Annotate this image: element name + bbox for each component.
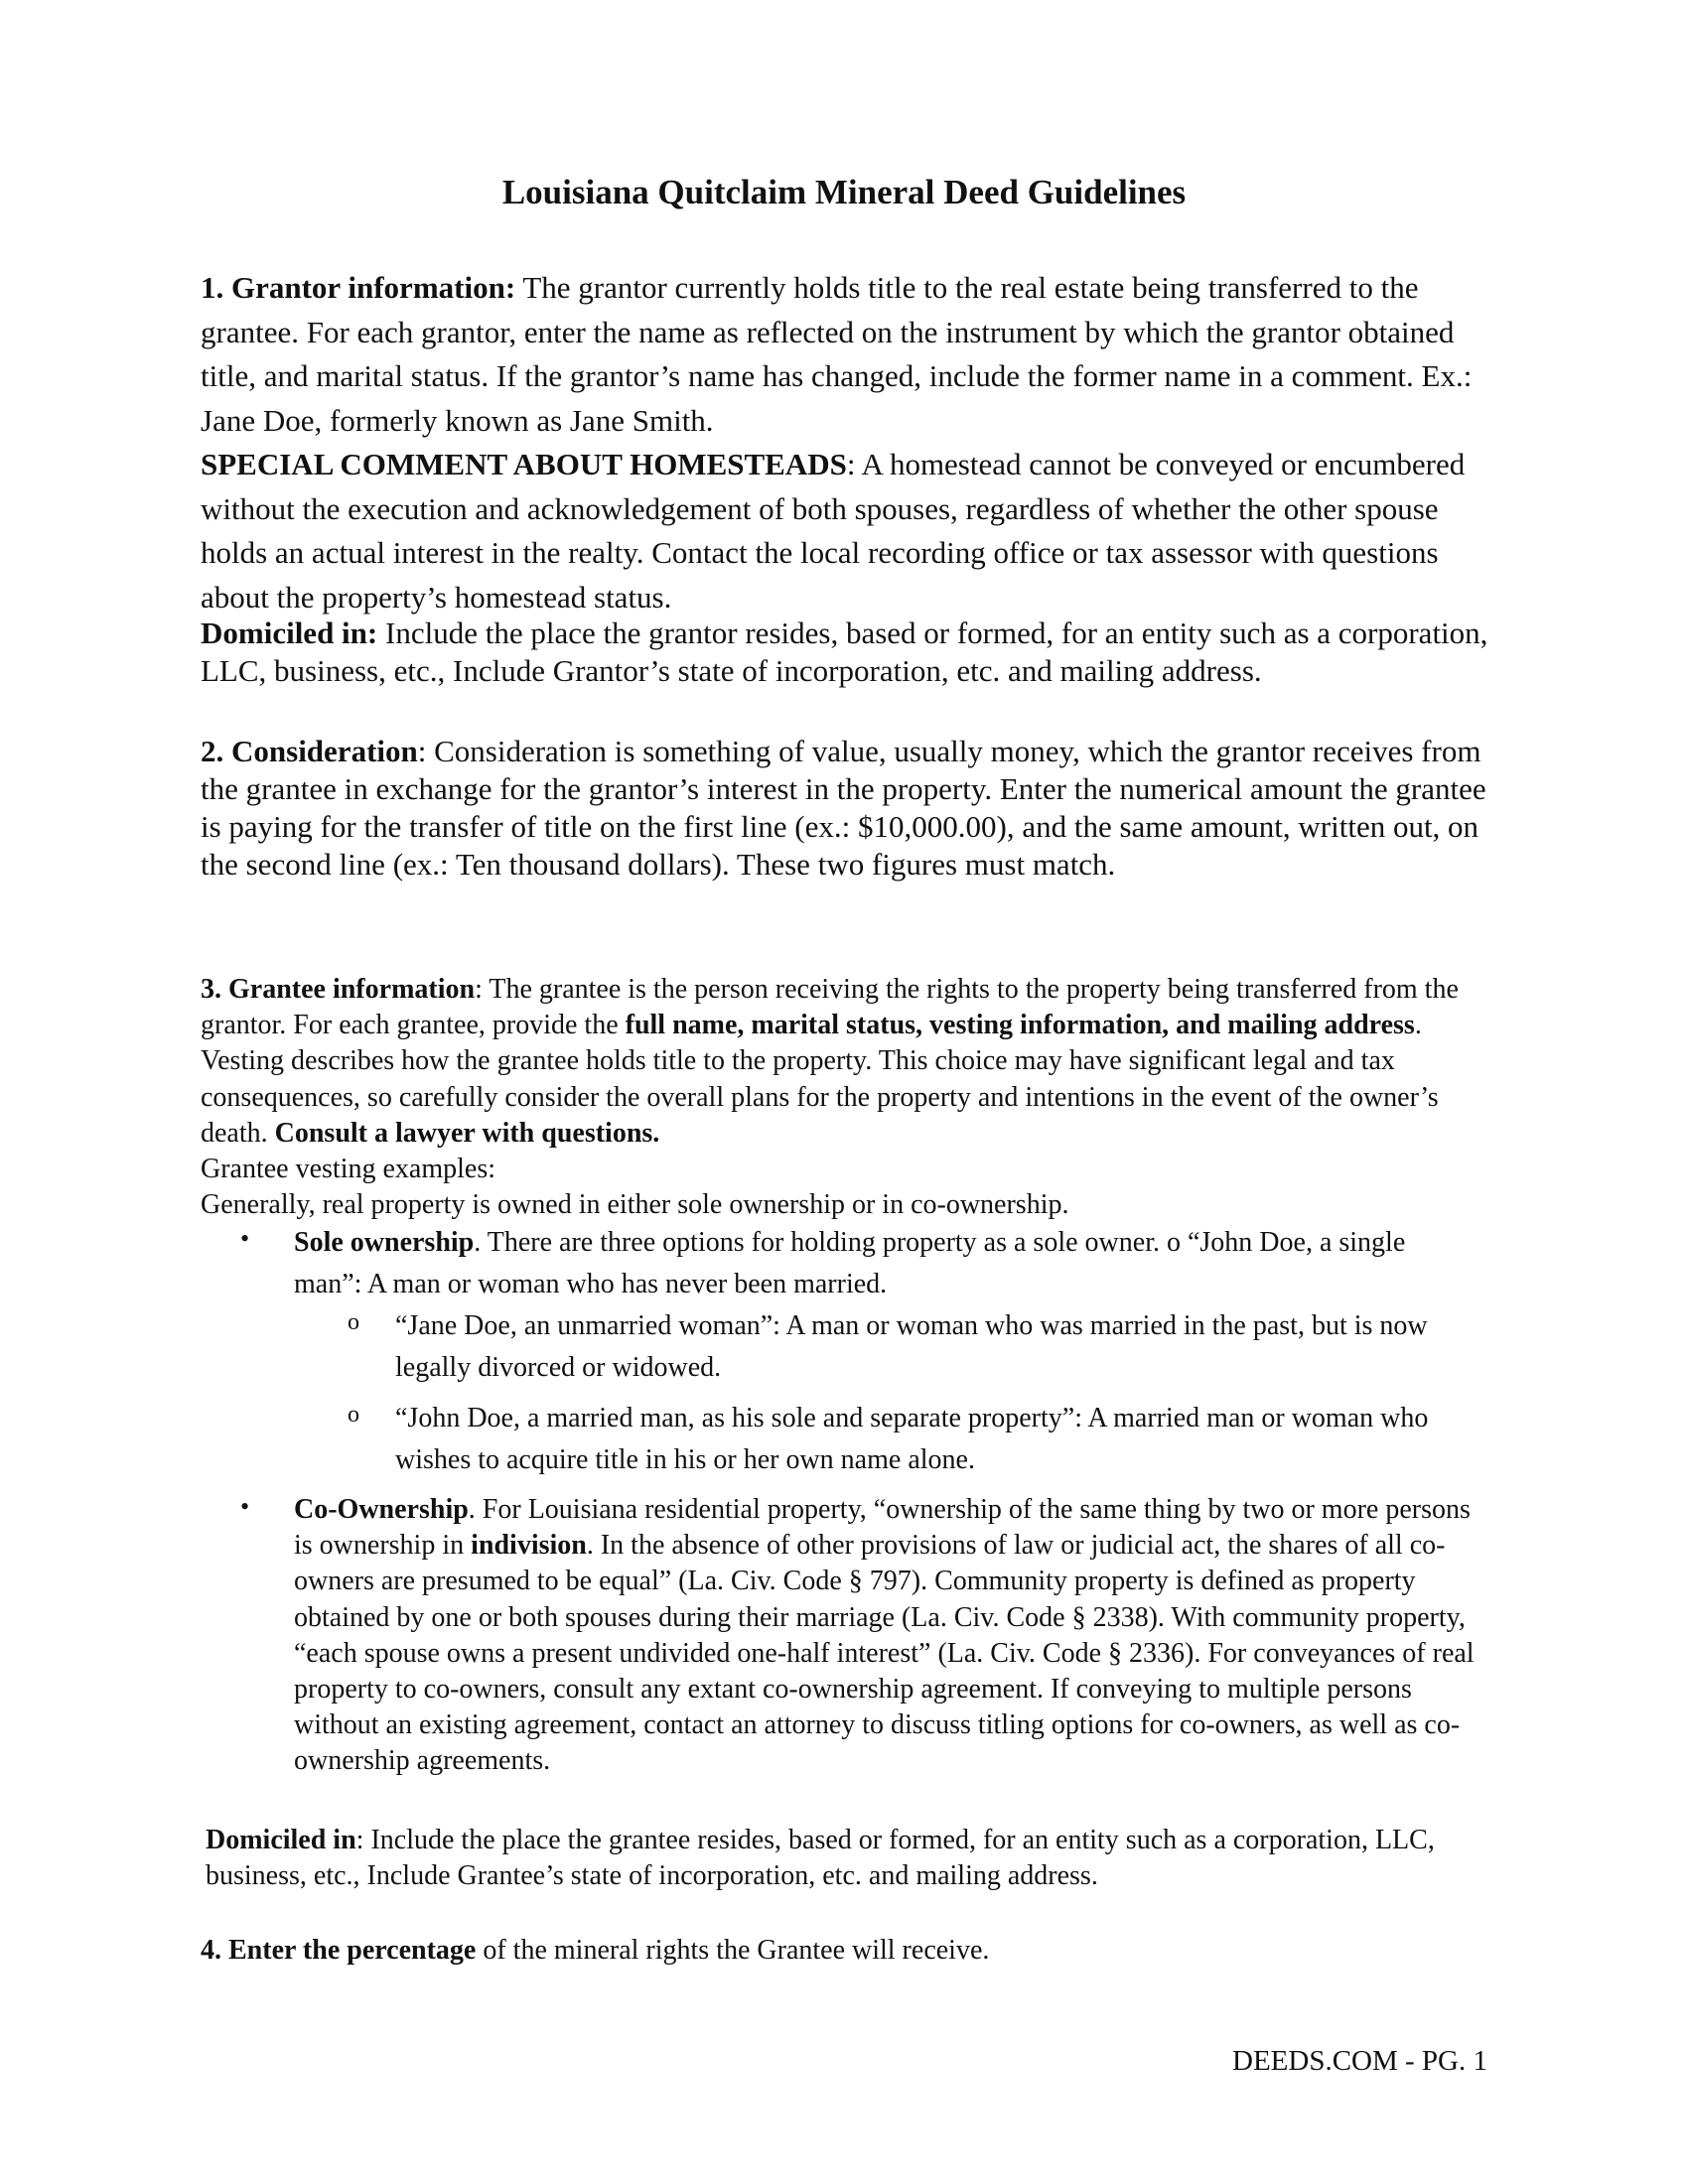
consideration-paragraph (201, 733, 1491, 884)
grantee-required-fields: full name, marital status, vesting information, and mailing address (625, 1010, 1415, 1041)
grantor-information-heading: 1. Grantor information: (201, 270, 516, 305)
indivision-term: indivision (471, 1530, 587, 1562)
grantee-information-text-b: . Vesting describes how the grantee holds title to the property. This choice may have significant legal and tax consequences, so carefully consider the overall plans for the property and intentions in the event of the owner’s death. (201, 1010, 1439, 1149)
grantee-domiciled-heading: Domiciled in (206, 1825, 356, 1855)
homestead-comment-heading: SPECIAL COMMENT ABOUT HOMESTEADS (201, 447, 847, 481)
sole-ownership-heading: Sole ownership (294, 1227, 475, 1258)
grantee-information-text-a: : The grantee is the person receiving the rights to the property being transferred from the grantor. For each grantee, provide the (201, 974, 1459, 1041)
page-title: Louisiana Quitclaim Mineral Deed Guidelines (501, 173, 1187, 211)
homestead-comment-text: : A homestead cannot be conveyed or encumbered without the execution and acknowledgement of both spouses, regardless of whether the other spouse holds an actual interest in the realty. Contact the local recording office or tax assessor with questions about the property’s homestead status. (201, 447, 1466, 614)
married-man-example: “John Doe, a married man, as his sole and separate property”: A married man or woman who wishes to acquire title in his or her own name alone. (395, 1403, 1429, 1475)
ownership-intro: Generally, real property is owned in either sole ownership or in co-ownership. (201, 1189, 1069, 1221)
mineral-percentage-heading: 4. Enter the percentage (201, 1935, 477, 1966)
co-ownership-text-b: . In the absence of other provisions of law or judicial act, the shares of all co-owners are presumed to be equal” (La. Civ. Code § 797). Community property is defined as property obtained by one or both spouses during their marriage (La. Civ. Code § 2338). With community property, “each spouse owns a present undivided one-half interest” (La. Civ. Code § 2336). For conveyances of real property to co-owners, consult any extant co-ownership agreement. If conveying to multiple persons without an existing agreement, contact an attorney to discuss titling options for co-owners, as well as co-ownership agreements. (294, 1530, 1475, 1777)
vesting-examples-label: Grantee vesting examples: (201, 1154, 496, 1185)
mineral-percentage-text: of the mineral rights the Grantee will receive. (476, 1935, 990, 1966)
unmarried-woman-example: “Jane Doe, an unmarried woman”: A man or woman who was married in the past, but is now legally divorced or widowed. (395, 1310, 1428, 1383)
grantor-information-text: The grantor currently holds title to the real estate being transferred to the grantee. For each grantor, enter the name as reflected on the instrument by which the grantor obtained title, and marital status. If the grantor’s name has changed, include the former name in a comment. Ex.: Jane Doe, formerly known as Jane Smith. (201, 270, 1473, 438)
grantee-information-heading: 3. Grantee information (201, 974, 476, 1005)
mineral-percentage-paragraph (201, 1933, 1491, 1969)
grantor-information-paragraph (201, 266, 1491, 619)
co-ownership-text-a: . For Louisiana residential property, “ownership of the same thing by two or more persons is ownership in (294, 1494, 1471, 1562)
sole-ownership-text: . There are three options for holding property as a sole owner. o “John Doe, a single man”: A man or woman who has never been married. (294, 1227, 1406, 1299)
bullet-icon: • (240, 1224, 250, 1253)
consideration-text: : Consideration is something of value, usually money, which the grantor receives from the grantee in exchange for the grantor’s interest in the property. Enter the numerical amount the grantee is paying for the transfer of title on the first line (ex.: $10,000.00), and the same amount, written out, on the second line (ex.: Ten thousand dollars). These two figures must match. (201, 734, 1486, 882)
grantor-domiciled-text: Include the place the grantor resides, based or formed, for an entity such as a corporation, LLC, business, etc., Include Grantor’s state of incorporation, etc. and mailing address. (201, 615, 1488, 688)
page-footer: DEEDS.COM - PG. 1 (1232, 2045, 1487, 2077)
consideration-heading: 2. Consideration (201, 734, 418, 768)
grantee-information-paragraph (201, 972, 1491, 1223)
co-ownership-heading: Co-Ownership (294, 1494, 469, 1525)
sub-bullet-icon: o (348, 1309, 359, 1335)
co-ownership-item (294, 1492, 1485, 1780)
consult-lawyer-note: Consult a lawyer with questions. (274, 1117, 660, 1149)
grantor-domiciled-paragraph (201, 614, 1491, 690)
bullet-icon: • (240, 1492, 250, 1521)
sub-bullet-icon: o (348, 1402, 359, 1428)
grantee-domiciled-text: : Include the place the grantee resides, based or formed, for an entity such as a corporation, LLC, business, etc., Include Grantee’s state of incorporation, etc. and mailing address. (206, 1825, 1435, 1892)
grantee-domiciled-paragraph (206, 1823, 1496, 1894)
sole-ownership-item (294, 1222, 1446, 1305)
grantor-domiciled-heading: Domiciled in: (201, 615, 378, 650)
